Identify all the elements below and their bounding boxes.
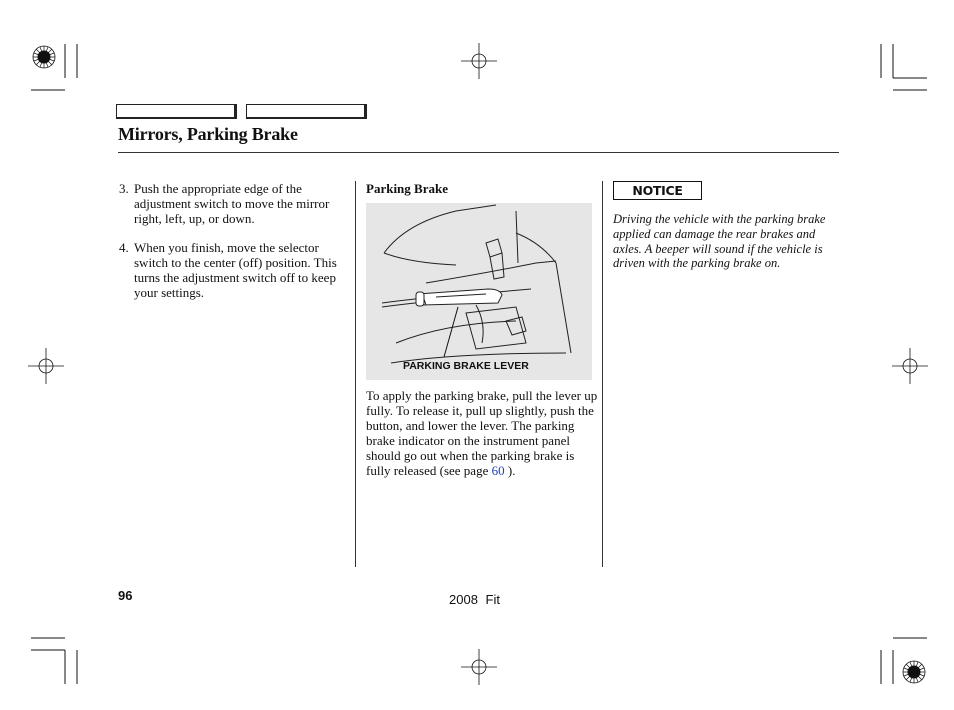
footer-model: 2008 Fit	[449, 592, 500, 607]
step-item	[119, 240, 349, 300]
step-number: 4.	[119, 240, 129, 255]
title-rule	[118, 152, 839, 153]
parking-brake-illustration	[366, 203, 592, 380]
step-text: Push the appropriate edge of the adjustment switch to move the mirror right, left, up, or down.	[134, 181, 330, 226]
step-text: When you finish, move the selector switch to the center (off) position. This turns the adjustment switch off to keep your settings.	[134, 240, 337, 300]
page-number: 96	[118, 588, 133, 603]
nav-tab-table-of-contents[interactable]	[246, 104, 367, 119]
notice-text: Driving the vehicle with the parking brake applied can damage the rear brakes and axles. A beeper will sound if the vehicle is driven with the parking brake on.	[613, 212, 826, 271]
page-reference-link[interactable]: 60	[491, 463, 505, 478]
step-item	[119, 181, 349, 226]
body-text: To apply the parking brake, pull the lever up fully. To release it, pull up slightly, push the button, and lower the lever. The parking brake indicator on the instrument panel should go out when the parking brake is fully released (see page	[366, 388, 598, 478]
nav-tab-main-menu[interactable]	[116, 104, 237, 119]
section-heading: Parking Brake	[366, 181, 448, 196]
step-number: 3.	[119, 181, 129, 196]
column-divider-right	[602, 181, 603, 567]
parking-brake-lever-drawing	[366, 203, 592, 380]
notice-badge: NOTICE	[613, 181, 702, 200]
parking-brake-instructions	[366, 388, 598, 478]
body-text-end: ).	[504, 463, 516, 478]
column-divider-left	[355, 181, 356, 567]
page-title: Mirrors, Parking Brake	[118, 124, 298, 144]
figure-caption: PARKING BRAKE LEVER	[403, 360, 529, 372]
